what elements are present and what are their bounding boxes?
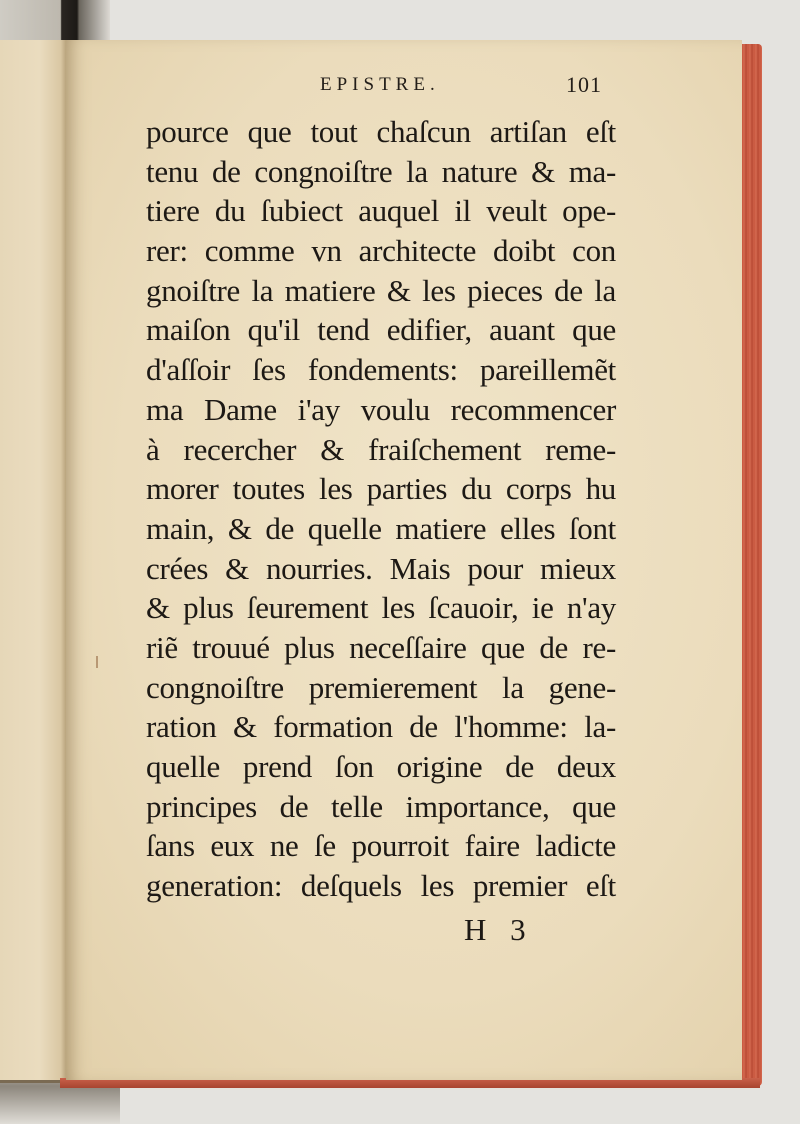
- text-line: gnoiſtre la matiere & les pieces de la: [146, 272, 616, 308]
- text-line: tenu de congnoiſtre la nature & ma-: [146, 153, 616, 189]
- text-line: d'aſſoir ſes fondements: pareillemẽt: [146, 352, 616, 388]
- text-line: main, & de quelle matiere elles ſont: [146, 510, 616, 546]
- text-line: pource que tout chaſcun artiſan eſt: [146, 114, 616, 149]
- text-line: tiere du ſubiect auquel il veult ope-: [146, 193, 616, 229]
- text-line: ration & formation de l'homme: la-: [146, 709, 616, 745]
- text-line: morer toutes les parties du corps hu: [146, 471, 616, 507]
- running-head-title: EPISTRE.: [320, 74, 440, 95]
- text-line: rer: comme vn architecte doibt con: [146, 233, 616, 269]
- left-page-edge: [0, 40, 66, 1083]
- text-line: riẽ trouué plus neceſſaire que de re-: [146, 629, 616, 665]
- text-line: ſans eux ne ſe pourroit faire ladicte: [146, 828, 616, 864]
- page-number: 101: [566, 72, 602, 97]
- text-line: congnoiſtre premierement la gene-: [146, 669, 616, 705]
- text-line: quelle prend ſon origine de deux: [146, 749, 616, 784]
- text-line: generation: deſquels les premier eſt: [146, 868, 616, 904]
- text-line: à recercher & fraiſchement reme-: [146, 431, 616, 467]
- margin-mark: [96, 656, 98, 668]
- running-head: [0, 74, 800, 104]
- signature-mark: H 3: [464, 912, 534, 947]
- text-line: maiſon qu'il tend edifier, auant que: [146, 312, 616, 348]
- text-line: principes de telle importance, que: [146, 788, 616, 824]
- body-text: [146, 112, 616, 906]
- text-line: crées & nourries. Mais pour mieux: [146, 550, 616, 586]
- text-line: & plus ſeurement les ſcauoir, ie n'ay: [146, 590, 616, 626]
- text-line: ma Dame i'ay voulu recommencer: [146, 391, 616, 427]
